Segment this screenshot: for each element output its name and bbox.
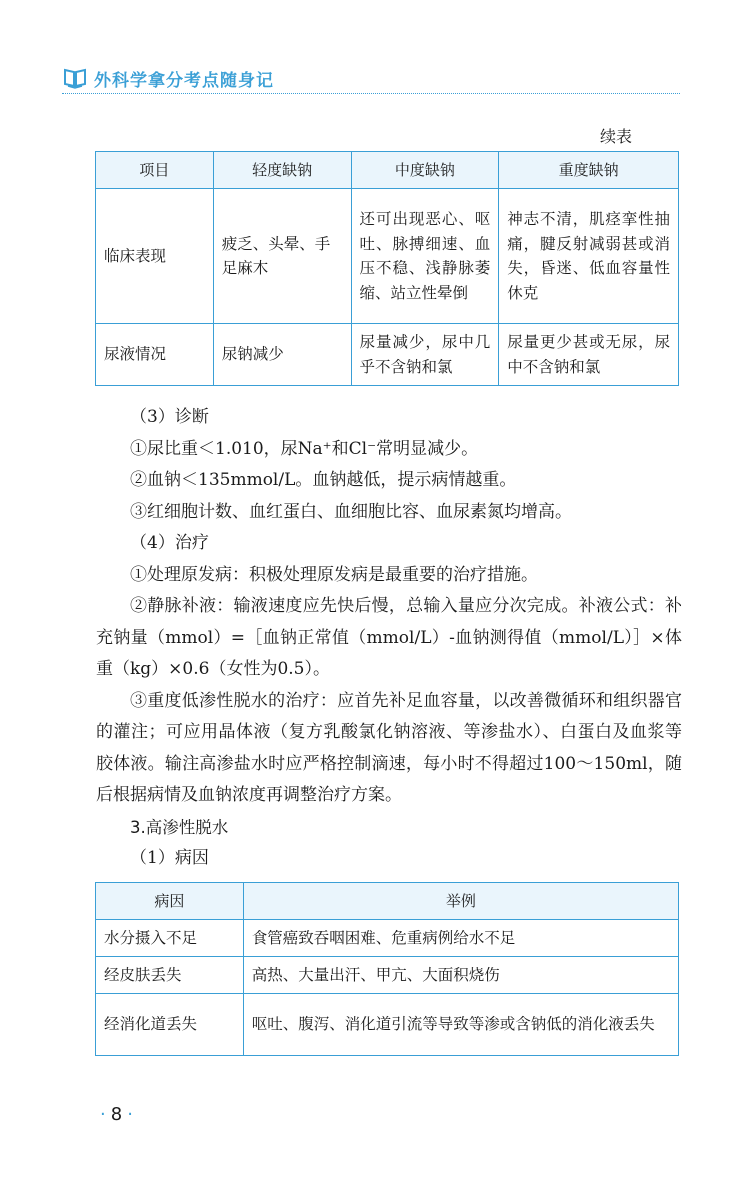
paragraph: ②静脉补液：输液速度应先快后慢，总输入量应分次完成。补液公式：补充钠量（mmol）=［血钠正常值（mmol/L）-血钠测得值（mmol/L）］×体重（kg）×0.6（女性为0.5）。 [96, 596, 682, 679]
causes-table [95, 882, 679, 1056]
running-header [62, 66, 274, 90]
table-cell: 神志不清，肌痉挛性抽痛，腱反射减弱甚或消失，昏迷、低血容量性休克 [499, 189, 679, 324]
paragraph: ②血钠＜135mmol/L。血钠越低，提示病情越重。 [130, 470, 517, 490]
book-title: 外科学拿分考点随身记 [94, 70, 274, 91]
table-cell: 尿钠减少 [213, 324, 351, 386]
table-header-cell: 中度缺钠 [351, 152, 499, 189]
table-header-cell: 项目 [96, 152, 214, 189]
table-header-cell: 轻度缺钠 [213, 152, 351, 189]
table-cell: 食管癌致吞咽困难、危重病例给水不足 [243, 920, 678, 957]
table-row [96, 957, 679, 994]
table-header-cell: 举例 [243, 883, 678, 920]
paragraph: ①处理原发病：积极处理原发病是最重要的治疗措施。 [130, 564, 538, 585]
table-row [96, 189, 679, 324]
table-row [96, 324, 679, 386]
paragraph: ①尿比重＜1.010，尿Na⁺和Cl⁻常明显减少。 [130, 438, 479, 459]
table-cell: 还可出现恶心、呕吐、脉搏细速、血压不稳、浅静脉萎缩、站立性晕倒 [351, 189, 499, 324]
section-heading: （3）诊断 [130, 407, 209, 427]
table-cell: 尿液情况 [96, 324, 214, 386]
subsection-heading: 3.高渗性脱水 [130, 817, 229, 837]
table-header-row [96, 883, 679, 920]
table-cell: 疲乏、头晕、手足麻木 [213, 189, 351, 324]
table-cell: 尿量减少，尿中几乎不含钠和氯 [351, 324, 499, 386]
book-icon [62, 67, 88, 89]
continued-label: 续表 [600, 127, 633, 146]
table-cell: 经消化道丢失 [96, 994, 244, 1056]
sodium-deficiency-table [95, 151, 679, 386]
section-heading: （1）病因 [130, 848, 209, 868]
paragraph: ③红细胞计数、血红蛋白、血细胞比容、血尿素氮均增高。 [130, 501, 572, 522]
table-header-row [96, 152, 679, 189]
table-cell: 尿量更少甚或无尿，尿中不含钠和氯 [499, 324, 679, 386]
section-heading: （4）治疗 [130, 533, 209, 553]
table-header-cell: 病因 [96, 883, 244, 920]
table-cell: 临床表现 [96, 189, 214, 324]
header-divider [62, 93, 680, 94]
table-cell: 水分摄入不足 [96, 920, 244, 957]
table-row [96, 920, 679, 957]
table-cell: 经皮肤丢失 [96, 957, 244, 994]
table-header-cell: 重度缺钠 [499, 152, 679, 189]
table-cell: 呕吐、腹泻、消化道引流等导致等渗或含钠低的消化液丢失 [243, 994, 678, 1056]
table-row [96, 994, 679, 1056]
page-number-value: 8 [110, 1104, 123, 1125]
paragraph: ③重度低渗性脱水的治疗：应首先补足血容量，以改善微循环和组织器官的灌注；可应用晶体液（复方乳酸氯化钠溶液、等渗盐水）、白蛋白及血浆等胶体液。输注高渗盐水时应严格控制滴速，每小时不得超过100～150ml，随后根据病情及血钠浓度再调整治疗方案。 [96, 690, 682, 805]
body-text [96, 402, 682, 875]
page-number: · 8 · [100, 1104, 133, 1125]
table-cell: 高热、大量出汗、甲亢、大面积烧伤 [243, 957, 678, 994]
